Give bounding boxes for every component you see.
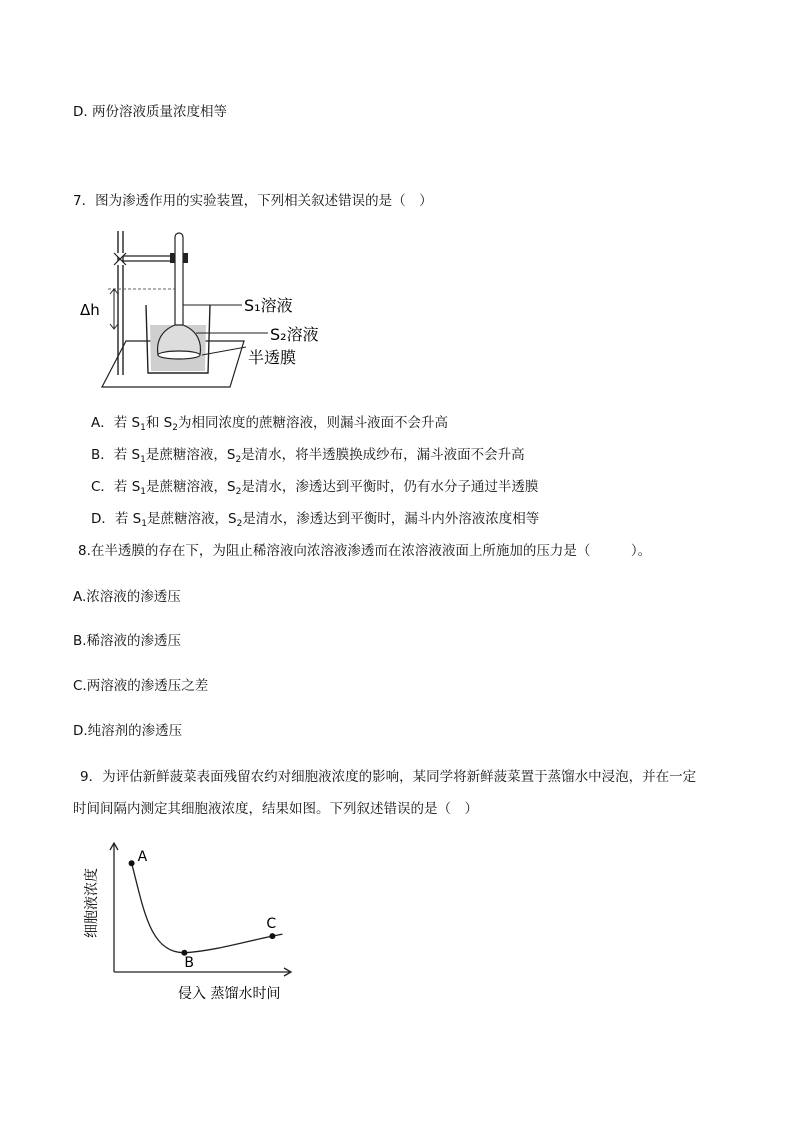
q7-option-b[interactable] [91,446,525,464]
y-axis-label: 细胞液浓度 [84,868,100,938]
subscript: 2 [236,519,243,529]
q8-option-a[interactable]: A.浓溶液的渗透压 [73,589,181,605]
subscript: 1 [140,423,146,433]
data-label-c: C [266,916,277,933]
subscript: 2 [235,487,242,497]
subscript: 2 [172,423,178,433]
q7-option-d[interactable] [91,510,539,528]
subscript: 1 [140,455,146,465]
option-c-mid: 是蔗糖溶液，S [146,479,236,495]
option-c-prefix: C．若 S [91,479,141,495]
q8-option-b[interactable]: B.稀溶液的渗透压 [73,633,182,649]
s2-solution-label: S₂溶液 [270,325,319,344]
option-d-prefix: D．若 S [91,511,142,527]
subscript: 1 [141,519,147,529]
data-label-b: B [184,954,195,971]
option-b-mid: 是蔗糖溶液，S [145,447,236,463]
q8-stem: 8.在半透膜的存在下，为阻止稀溶液向浓溶液渗透而在浓溶液液面上所施加的压力是（ ）。 [78,543,652,559]
osmosis-apparatus-figure [78,225,338,395]
option-a-prefix: A．若 S [91,415,141,431]
subscript: 2 [235,455,242,465]
q7-stem: 7．图为渗透作用的实验装置，下列相关叙述错误的是（ ） [73,193,433,209]
s1-solution-label: S₁溶液 [244,296,293,315]
data-point-c [269,933,275,939]
data-point-a [129,860,135,866]
q7-option-a[interactable] [91,414,448,432]
q8-option-d[interactable]: D.纯溶剂的渗透压 [73,723,183,739]
x-axis-label: 侵入 蒸馏水时间 [178,986,281,1002]
subscript: 1 [140,487,147,497]
q9-stem-line2: 时间间隔内测定其细胞液浓度，结果如图。下列叙述错误的是（ ） [73,801,478,817]
membrane-label: 半透膜 [248,348,297,367]
delta-h-label: Δh [80,301,100,319]
q9-chart [80,838,320,1008]
q8-option-c[interactable]: C.两溶液的渗透压之差 [73,678,209,694]
option-a-suffix: 为相同浓度的蔗糖溶液，则漏斗液面不会升高 [177,415,448,431]
data-label-a: A [137,849,148,866]
option-d-suffix: 是清水，渗透达到平衡时，漏斗内外溶液浓度相等 [242,511,540,527]
option-b-suffix: 是清水，将半透膜换成纱布，漏斗液面不会升高 [241,447,525,463]
series-line [132,863,283,953]
option-b-prefix: B．若 S [91,447,141,463]
q9-stem-line1: 9．为评估新鲜菠菜表面残留农约对细胞液浓度的影响，某同学将新鲜菠菜置于蒸馏水中浸泡，并在一定 [80,769,697,785]
q6-option-d: D. 两份溶液质量浓度相等 [73,104,227,120]
option-d-mid: 是蔗糖溶液，S [147,511,237,527]
option-a-mid: 和 S [145,415,173,431]
option-c-suffix: 是清水，渗透达到平衡时，仍有水分子通过半透膜 [241,479,539,495]
q7-option-c[interactable] [91,478,538,496]
